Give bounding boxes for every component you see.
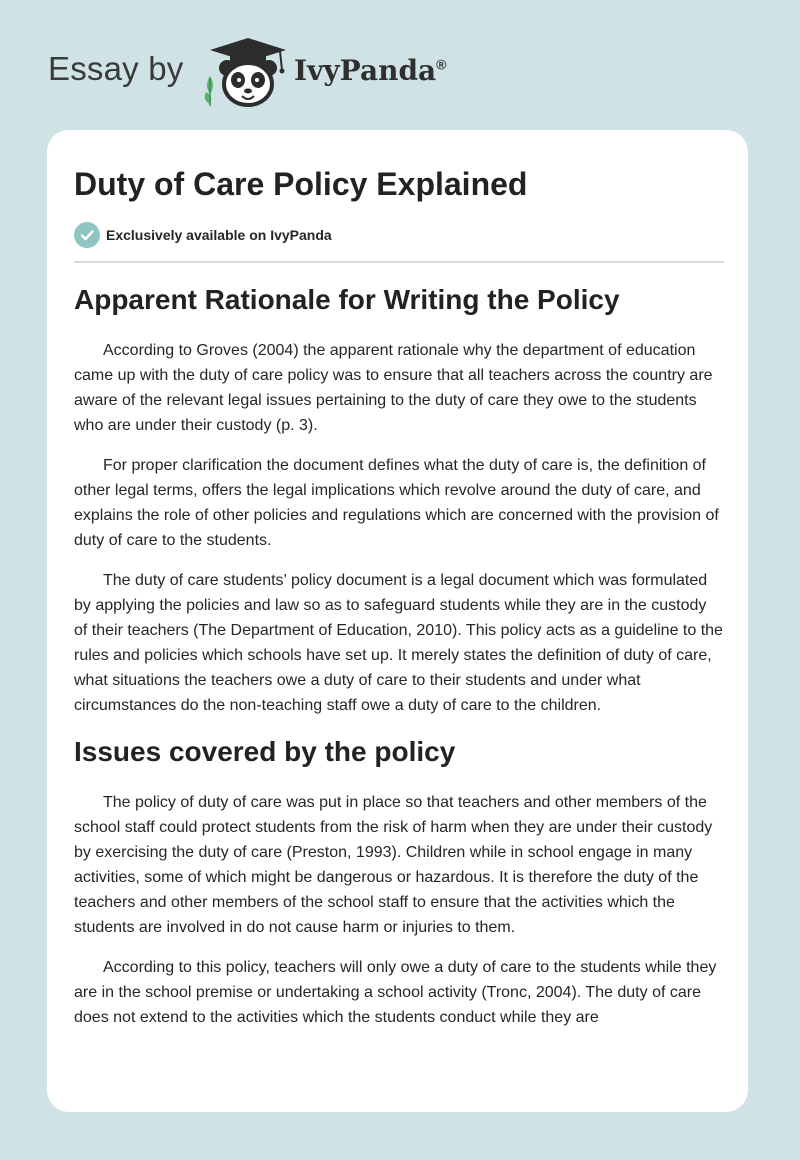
paragraph: For proper clarification the document defines what the duty of care is, the definition of other legal terms, offers the legal implications which revolve around the duty of care, and explains the role of other policies and regulations which are concerned with the provision of duty of care to the students. <box>74 457 719 549</box>
title-divider <box>74 261 724 263</box>
panda-logo-icon[interactable] <box>200 36 296 108</box>
brand-name[interactable] <box>294 54 447 87</box>
page-title: Duty of Care Policy Explained <box>74 166 528 202</box>
paragraph: According to this policy, teachers will only owe a duty of care to the students while they are in the school premise or undertaking a school activity (Tronc, 2004). The duty of care does not extend to the activities which the students conduct while they are <box>74 959 717 1026</box>
essay-by-text: Essay by <box>48 50 184 87</box>
section-heading: Issues covered by the policy <box>74 736 456 767</box>
registered-mark: ® <box>436 56 447 73</box>
check-circle-icon <box>74 222 100 248</box>
paragraph: The policy of duty of care was put in place so that teachers and other members of the school staff could protect students from the risk of harm when they are under their custody by exercising the duty of care (Preston, 1993). Children while in school engage in many activities, some of which might be dangerous or hazardous. It is therefore the duty of the teachers and other members of the school staff to ensure that the activities which the students are involved in do not cause harm or injuries to them. <box>74 794 713 936</box>
paragraph: According to Groves (2004) the apparent rationale why the department of education came up with the duty of care policy was to ensure that all teachers across the country are aware of the relevant legal issues pertaining to the duty of care they owe to the students who are under their custody (p. 3). <box>74 342 713 434</box>
exclusive-badge <box>74 222 332 248</box>
paragraph: The duty of care students’ policy document is a legal document which was formulated by applying the policies and law so as to safeguard students while they are in the custody of their teachers (The Department of Education, 2010). This policy acts as a guideline to the rules and policies which schools have set up. It merely states the definition of duty of care, what situations the teachers owe a duty of care to their students and under what circumstances do the non-teaching staff owe a duty of care to the children. <box>74 572 723 714</box>
essay-body <box>74 280 724 1030</box>
essay-card <box>47 130 748 1112</box>
section-heading: Apparent Rationale for Writing the Policy <box>74 284 620 315</box>
site-header <box>0 0 800 130</box>
brand-name-text: IvyPanda <box>294 54 437 87</box>
exclusive-label: Exclusively available on IvyPanda <box>106 227 332 243</box>
